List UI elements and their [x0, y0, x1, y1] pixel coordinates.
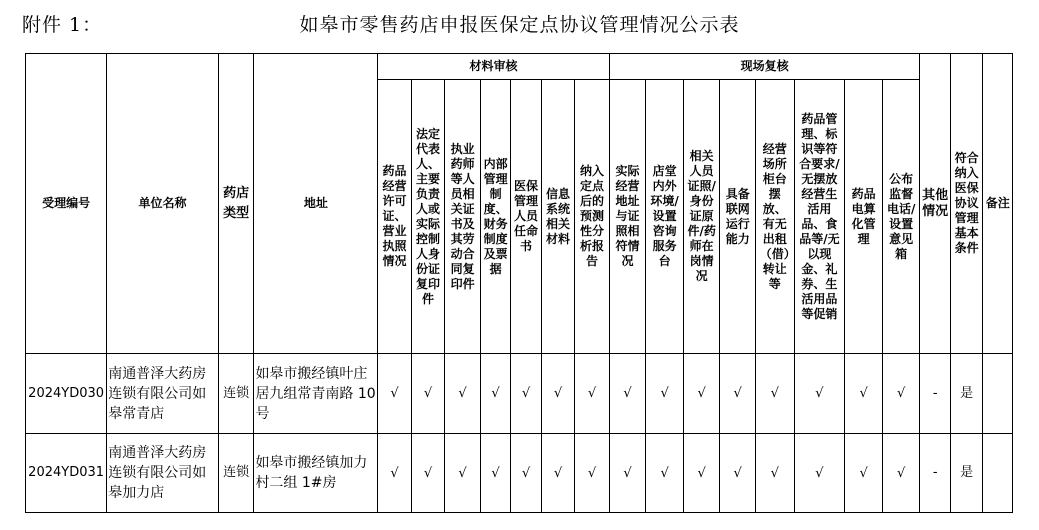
- table-row: [26, 434, 1013, 513]
- cell-check: √: [480, 434, 510, 513]
- cell-check: √: [541, 434, 575, 513]
- cell-address: 如皋市搬经镇叶庄居九组常青南路 10 号: [254, 354, 378, 434]
- cell-check: √: [445, 354, 481, 434]
- cell-store-type: 连锁: [218, 434, 254, 513]
- cell-check: √: [411, 354, 445, 434]
- header-material-info-system: 信息系统相关材料: [541, 80, 575, 354]
- header-onsite-network: 具备联网运行能力: [720, 80, 756, 354]
- cell-check: √: [609, 354, 646, 434]
- header-onsite-supervision: 公布监督电话/设置意见箱: [882, 80, 920, 354]
- header-group-material: 材料审核: [378, 54, 609, 80]
- cell-check: √: [882, 354, 920, 434]
- header-material-legal-rep: 法定代表人、主要负责人或实际控制人身份证复印件: [411, 80, 445, 354]
- header-address: 地址: [254, 54, 378, 354]
- cell-accept-no: 2024YD030: [26, 354, 107, 434]
- cell-check: √: [646, 434, 684, 513]
- cell-address: 如皋市搬经镇加力村二组 1#房: [254, 434, 378, 513]
- cell-check: √: [683, 434, 720, 513]
- header-unit-name: 单位名称: [107, 54, 219, 354]
- cell-check: √: [755, 434, 794, 513]
- cell-check: √: [794, 354, 845, 434]
- cell-check: √: [845, 354, 883, 434]
- cell-check: √: [378, 354, 412, 434]
- header-other: 其他情况: [920, 54, 950, 354]
- cell-check: √: [480, 354, 510, 434]
- cell-check: √: [575, 354, 610, 434]
- cell-unit-name: 南通普泽大药房连锁有限公司如皋常青店: [107, 354, 219, 434]
- cell-check: √: [794, 434, 845, 513]
- cell-check: √: [609, 434, 646, 513]
- cell-check: √: [511, 354, 541, 434]
- cell-accept-no: 2024YD031: [26, 434, 107, 513]
- header-onsite-drug-management: 药品管理、标识等符合要求/无摆放经营生活用品、食品等/无以现金、礼券、生活用品等促销: [794, 80, 845, 354]
- cell-check: √: [575, 434, 610, 513]
- cell-other: -: [920, 434, 950, 513]
- header-accept-no: 受理编号: [26, 54, 107, 354]
- cell-unit-name: 南通普泽大药房连锁有限公司如皋加力店: [107, 434, 219, 513]
- header-material-internal-rules: 内部管理制度、财务制度及票据: [480, 80, 510, 354]
- cell-check: √: [541, 354, 575, 434]
- header-remark: 备注: [983, 54, 1013, 354]
- cell-check: √: [378, 434, 412, 513]
- table-row: [26, 354, 1013, 434]
- cell-store-type: 连锁: [218, 354, 254, 434]
- cell-check: √: [411, 434, 445, 513]
- header-onsite-environment: 店堂内外环境/设置咨询服务台: [646, 80, 684, 354]
- header-store-type: 药店类型: [218, 54, 254, 354]
- annex-label: 附件 1：: [22, 14, 103, 36]
- cell-check: √: [755, 354, 794, 434]
- cell-check: √: [882, 434, 920, 513]
- cell-check: √: [720, 354, 756, 434]
- header-meets: 符合纳入医保协议管理基本条件: [950, 54, 982, 354]
- cell-check: √: [445, 434, 481, 513]
- publicity-table: [25, 53, 1013, 513]
- cell-check: √: [845, 434, 883, 513]
- cell-check: √: [646, 354, 684, 434]
- cell-remark: [983, 434, 1013, 513]
- page-title: 如皋市零售药店申报医保定点协议管理情况公示表: [299, 14, 740, 36]
- header-onsite-staff: 相关人员证照/身份证原件/药师在岗情况: [683, 80, 720, 354]
- header-onsite-computerized: 药品电算化管理: [845, 80, 883, 354]
- cell-check: √: [720, 434, 756, 513]
- cell-remark: [983, 354, 1013, 434]
- header-group-onsite: 现场复核: [609, 54, 920, 80]
- header-material-license: 药品经营许可证、营业执照情况: [378, 80, 412, 354]
- cell-meets: 是: [950, 434, 982, 513]
- header-material-forecast-report: 纳入定点后的预测性分析报告: [575, 80, 610, 354]
- header-onsite-address-match: 实际经营地址与证照相符情况: [609, 80, 646, 354]
- cell-check: √: [683, 354, 720, 434]
- header-onsite-counter: 经营场所柜台摆放、有无出租（借）转让等: [755, 80, 794, 354]
- cell-meets: 是: [950, 354, 982, 434]
- cell-check: √: [511, 434, 541, 513]
- header-material-pharmacist: 执业药师等人员相关证书及其劳动合同复印件: [445, 80, 481, 354]
- cell-other: -: [920, 354, 950, 434]
- header-material-insurance-staff: 医保管理人员任命书: [511, 80, 541, 354]
